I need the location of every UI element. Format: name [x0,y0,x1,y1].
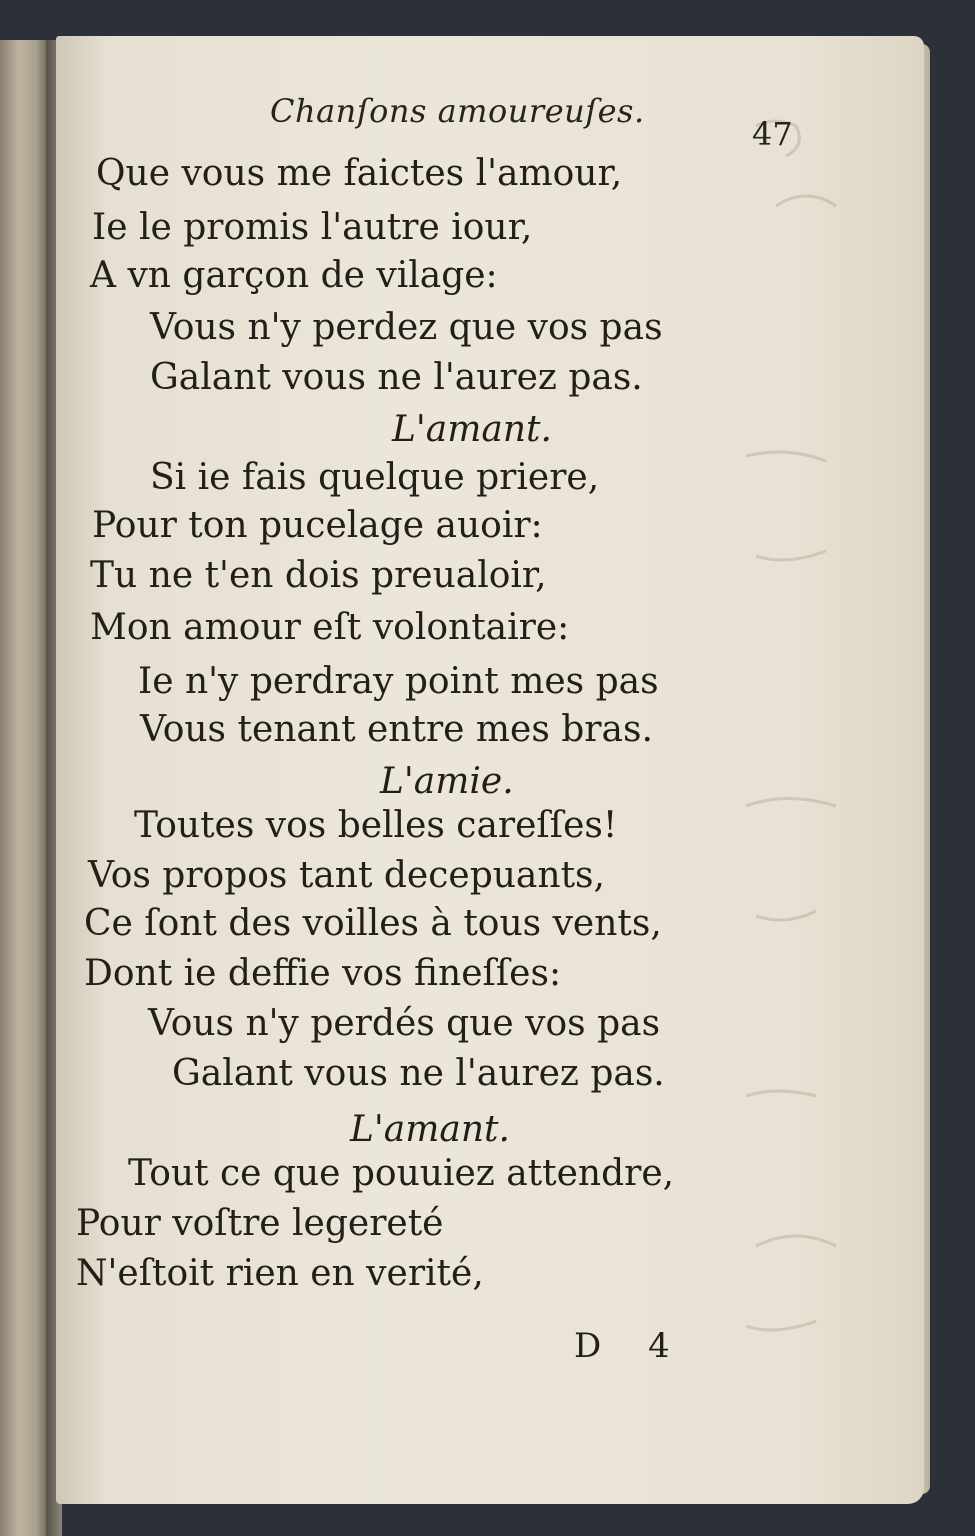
poem-line: Vos propos tant decepuants, [88,855,605,896]
poem-line: A vn garçon de vilage: [90,255,498,296]
page-number: 47 [752,115,793,153]
poem-line: Vous n'y perdez que vos pas [150,307,663,348]
poem-line: Ce ſont des voilles à tous vents, [84,903,662,944]
poem-line: Galant vous ne l'aurez pas. [150,357,643,398]
poem-line: Toutes vos belles careſſes! [134,805,618,846]
speaker-label: L'amie. [380,761,514,802]
poem-line: Vous tenant entre mes bras. [140,709,653,750]
poem-line: Galant vous ne l'aurez pas. [172,1053,665,1094]
signature-mark: D 4 [574,1326,688,1366]
poem-line: Si ie fais quelque priere, [150,457,600,498]
poem-line: N'eſtoit rien en verité, [76,1253,484,1294]
speaker-label: L'amant. [392,409,552,450]
poem-line: Ie n'y perdray point mes pas [138,661,659,702]
poem-line: Mon amour eſt volontaire: [90,607,570,648]
poem-line: Tout ce que pouuiez attendre, [128,1153,675,1194]
poem-line: Tu ne t'en dois preualoir, [90,555,547,596]
poem-line: Vous n'y perdés que vos pas [148,1003,661,1044]
poem-line: Que vous me faictes l'amour, [96,153,623,194]
poem-line: Dont ie deffie vos fineſſes: [84,953,562,994]
speaker-label: L'amant. [350,1109,510,1150]
poem-line: Ie le promis l'autre iour, [92,207,533,248]
running-head: Chanſons amoureuſes. [270,92,645,130]
poem-line: Pour voſtre legereté [76,1203,444,1244]
poem-line: Pour ton pucelage auoir: [92,505,543,546]
